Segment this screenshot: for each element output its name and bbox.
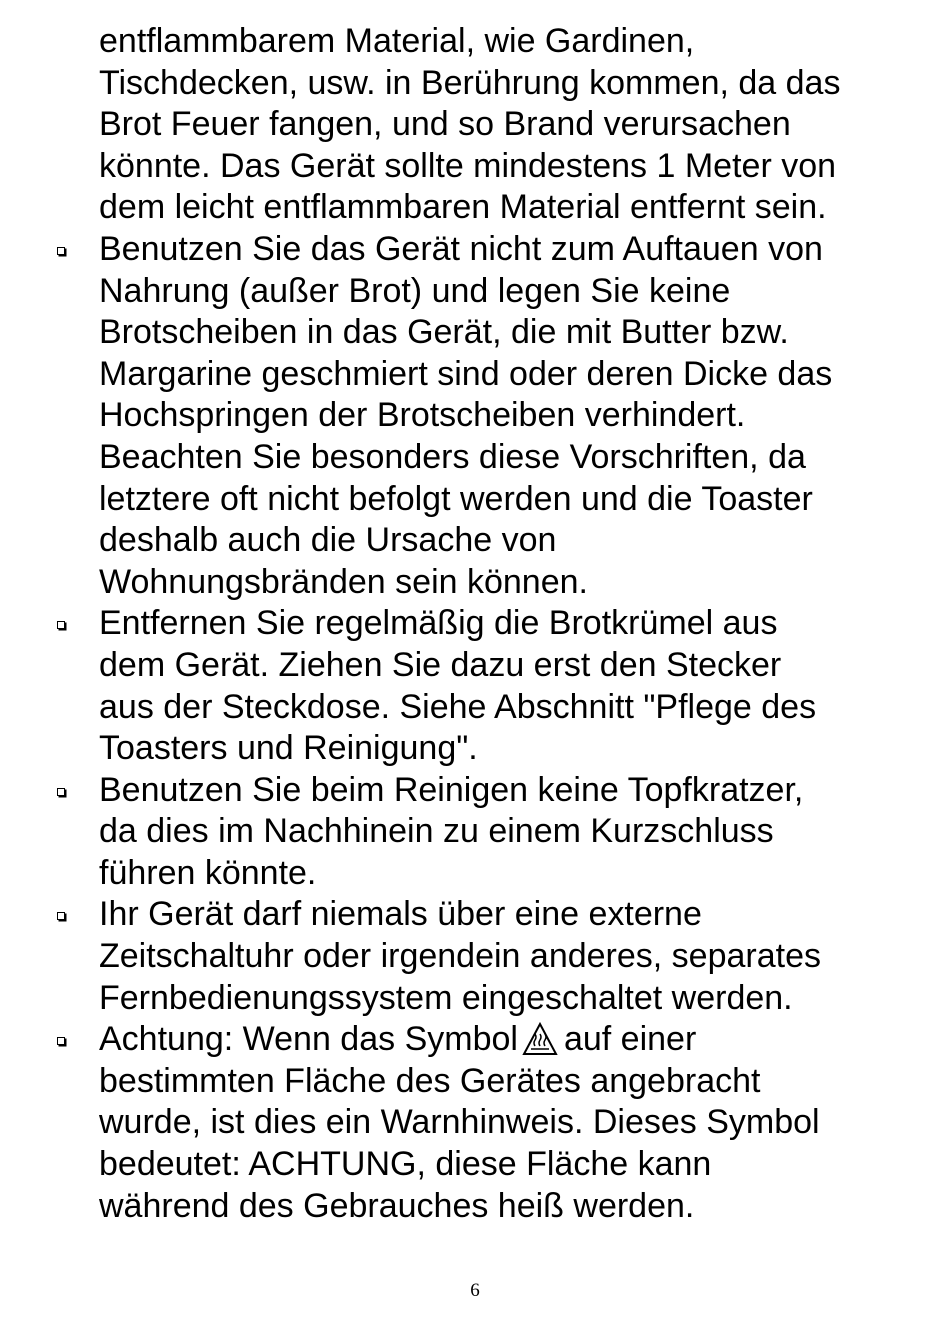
text-line: wurde, ist dies ein Warnhinweis. Dieses Symbol — [99, 1103, 820, 1142]
text-line: Ihr Gerät darf niemals über eine externe — [99, 895, 702, 934]
text-line: Zeitschaltuhr oder irgendein anderes, separates — [99, 937, 821, 976]
hot-surface-warning-icon — [522, 1022, 558, 1056]
text-line: Nahrung (außer Brot) und legen Sie keine — [99, 271, 731, 310]
text-line: da dies im Nachhinein zu einem Kurzschluss — [99, 812, 774, 851]
text-before-icon: Achtung: Wenn das Symbol — [99, 1020, 518, 1059]
text-line: Entfernen Sie regelmäßig die Brotkrümel aus — [99, 604, 778, 643]
bullet-square-icon — [57, 788, 65, 796]
bullet-item-timer — [99, 894, 909, 1019]
bullet-square-icon — [57, 247, 65, 255]
text-line: entflammbarem Material, wie Gardinen, — [99, 22, 695, 60]
text-line: könnte. Das Gerät sollte mindestens 1 Meter von — [99, 146, 837, 185]
text-line: Hochspringen der Brotscheiben verhindert. — [99, 396, 746, 435]
text-line: Tischdecken, usw. in Berührung kommen, da das — [99, 63, 841, 102]
bullet-square-icon — [57, 621, 65, 629]
text-line: aus der Steckdose. Siehe Abschnitt "Pflege des — [99, 687, 817, 726]
bullet-item-warning-symbol — [99, 1019, 909, 1227]
text-line: Beachten Sie besonders diese Vorschriften, da — [99, 437, 806, 476]
bullet-item-defrosting — [99, 229, 909, 603]
text-line: Margarine geschmiert sind oder deren Dicke das — [99, 354, 833, 393]
text-line: Benutzen Sie beim Reinigen keine Topfkratzer, — [99, 770, 804, 809]
bullet-item-cleaning — [99, 770, 909, 895]
text-after-icon: auf einer — [563, 1020, 697, 1059]
intro-paragraph — [99, 21, 909, 229]
text-line: dem leicht entflammbaren Material entfernt sein. — [99, 188, 827, 227]
text-line: während des Gebrauches heiß werden. — [99, 1186, 695, 1225]
page-content — [99, 21, 909, 1227]
text-line: bestimmten Fläche des Gerätes angebracht — [99, 1061, 761, 1100]
text-line: deshalb auch die Ursache von — [99, 521, 557, 560]
text-line: Toasters und Reinigung". — [99, 729, 478, 768]
text-line: Brotscheiben in das Gerät, die mit Butter bzw. — [99, 313, 789, 352]
text-line: bedeutet: ACHTUNG, diese Fläche kann — [99, 1145, 712, 1184]
bullet-item-crumbs — [99, 603, 909, 769]
bullet-square-icon — [57, 912, 65, 920]
text-line: dem Gerät. Ziehen Sie dazu erst den Stecker — [99, 645, 782, 684]
text-line: Brot Feuer fangen, und so Brand verursachen — [99, 105, 791, 144]
page-number: 6 — [470, 1280, 480, 1301]
text-line: führen könnte. — [99, 853, 317, 892]
text-line: letztere oft nicht befolgt werden und die Toaster — [99, 479, 813, 518]
text-line — [99, 1019, 909, 1061]
text-line: Wohnungsbränden sein können. — [99, 562, 588, 601]
bullet-square-icon — [57, 1037, 65, 1045]
text-line: Fernbedienungssystem eingeschaltet werden. — [99, 978, 793, 1017]
text-line: Benutzen Sie das Gerät nicht zum Auftauen von — [99, 229, 823, 268]
